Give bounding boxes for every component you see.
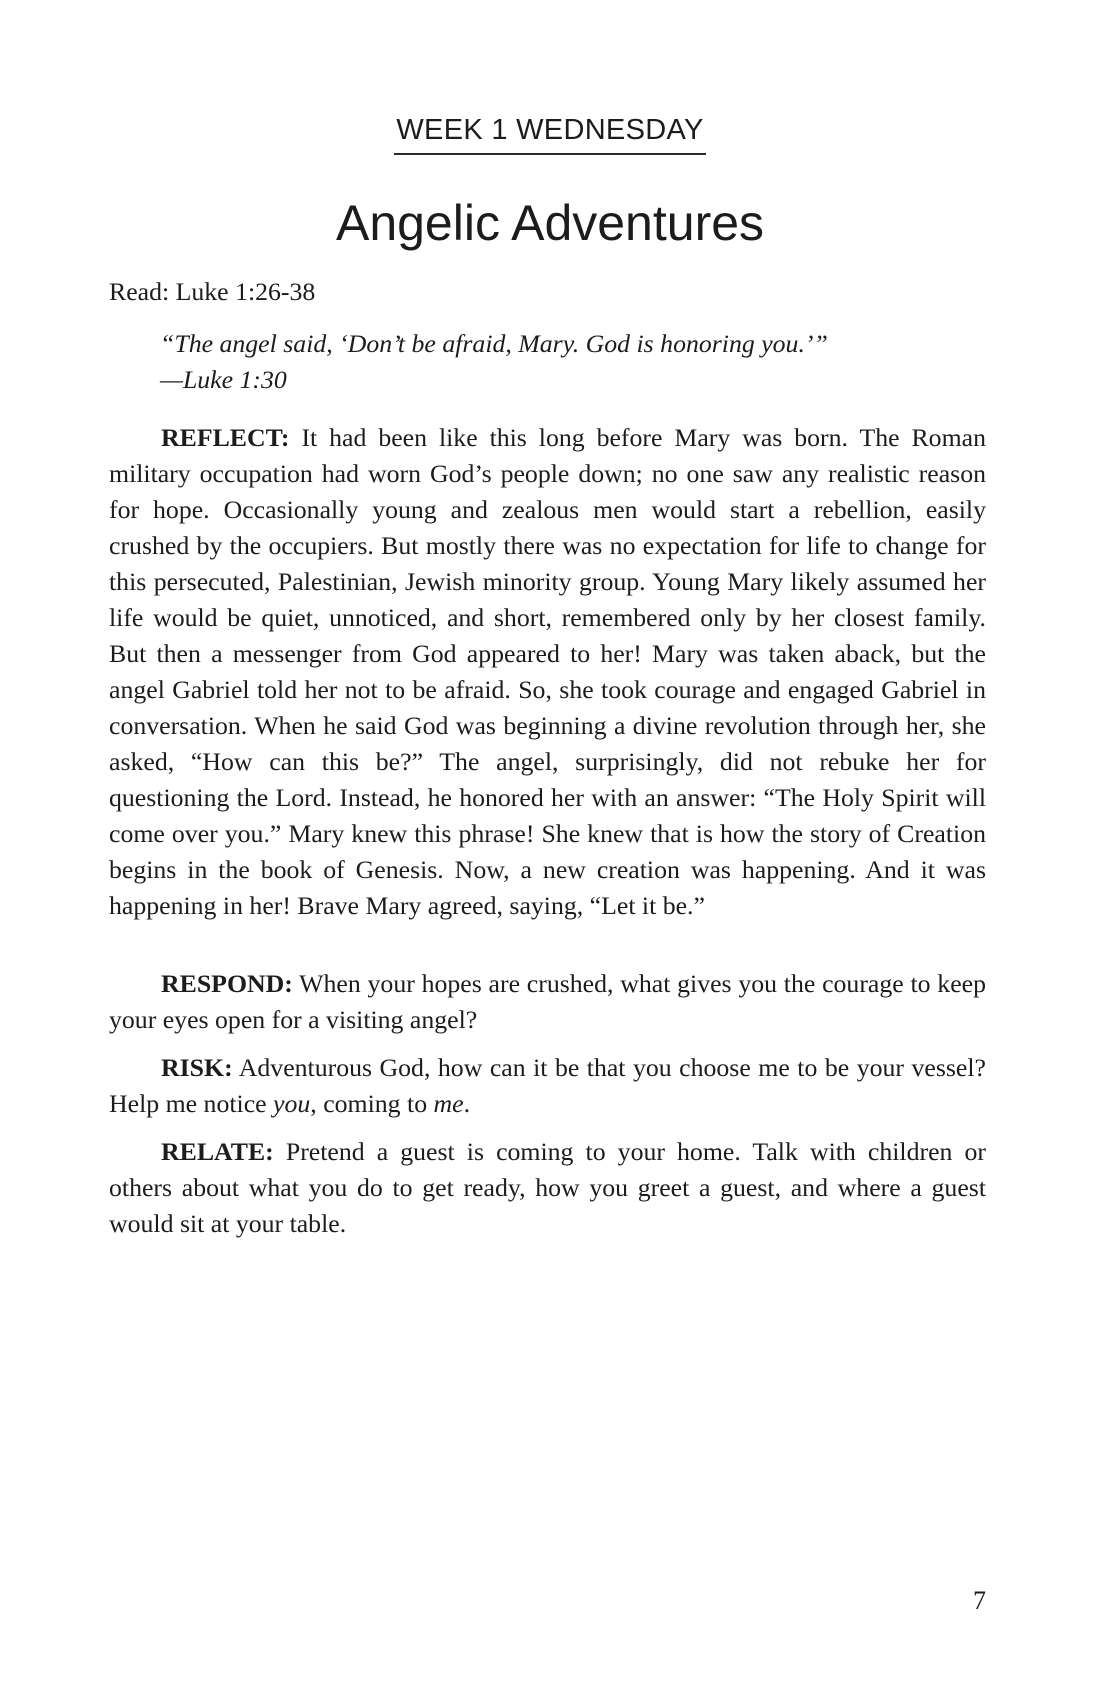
respond-label: RESPOND:: [161, 969, 293, 998]
reading-reference: Read: Luke 1:26-38: [109, 277, 316, 306]
reflect-label: REFLECT:: [161, 423, 290, 452]
relate-section: [109, 1134, 986, 1242]
risk-emphasis-you: you: [273, 1089, 311, 1118]
risk-text-end: .: [463, 1089, 471, 1118]
risk-emphasis-me: me: [433, 1089, 464, 1118]
respond-text: When your hopes are crushed, what gives you the courage to keep your eyes open for a visiting angel?: [109, 969, 987, 1034]
page-title: Angelic Adventures: [335, 195, 765, 251]
scripture-quote: [160, 326, 980, 398]
reflect-section: [109, 420, 986, 924]
risk-text-middle: , coming to: [310, 1089, 434, 1118]
reflect-text: It had been like this long before Mary was born. The Roman military occupation had worn God’s people down; no one saw any realistic reason for hope. Occasionally young and zealous men would start a rebellion, easily crushed by the occupiers. But mostly there was no expectation for life to change for this persecuted, Palestinian, Jewish minority group. Young Mary likely assumed her life would be quiet, unnoticed, and short, remembered only by her closest family. But then a messenger from God appeared to her! Mary was taken aback, but the angel Gabriel told her not to be afraid. So, she took courage and engaged Gabriel in conversation. When he said God was beginning a divine revolution through her, she asked, “How can this be?” The angel, surprisingly, did not rebuke her for questioning the Lord. Instead, he honored her with an answer: “The Holy Spirit will come over you.” Mary knew this phrase! She knew that is how the story of Creation begins in the book of Genesis. Now, a new creation was happening. And it was happening in her! Brave Mary agreed, saying, “Let it be.”: [109, 423, 986, 920]
relate-text: Pretend a guest is coming to your home. Talk with children or others about what you do to get ready, how you greet a guest, and where a guest would sit at your table.: [109, 1137, 986, 1238]
respond-section: [109, 966, 986, 1038]
risk-label: RISK:: [161, 1053, 233, 1082]
week-header: [0, 114, 1100, 155]
page-number: 7: [973, 1586, 986, 1615]
risk-section: [109, 1050, 986, 1122]
risk-text-before: Adventurous God, how can it be that you choose me to be your vessel? Help me notice: [109, 1053, 986, 1118]
quote-citation: —Luke 1:30: [160, 365, 287, 394]
quote-text: “The angel said, ‘Don’t be afraid, Mary. God is honoring you.’”: [160, 329, 828, 358]
week-label: WEEK 1 WEDNESDAY: [394, 114, 705, 155]
relate-label: RELATE:: [161, 1137, 274, 1166]
